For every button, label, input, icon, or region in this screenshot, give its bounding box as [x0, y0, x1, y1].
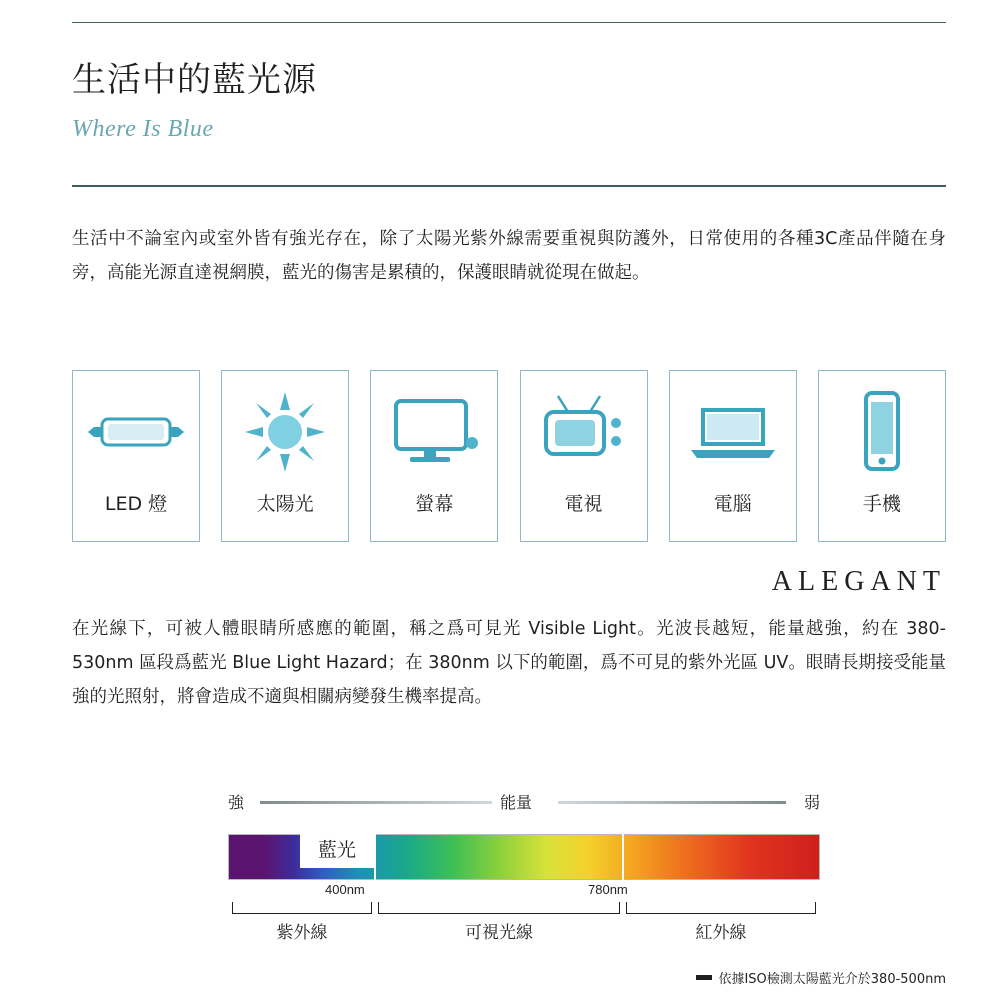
source-card-label: 太陽光 — [256, 493, 314, 515]
source-card-label: LED 燈 — [104, 493, 168, 515]
intro-paragraph: 生活中不論室內或室外皆有強光存在，除了太陽光紫外線需要重視與防護外，日常使用的各種3C產品伴隨在身旁，高能光源直達視網膜，藍光的傷害是累積的，保護眼睛就從現在做起。 — [72, 229, 946, 283]
tick-label-780nm: 780nm — [588, 882, 628, 897]
source-card-label: 電視 — [564, 493, 603, 515]
energy-strong-label: 強 — [228, 793, 245, 812]
spectrum-divider-400 — [374, 834, 376, 880]
brand-wordmark: ALEGANT — [771, 566, 946, 597]
footnote-dash-icon — [696, 975, 712, 980]
band-label-uv: 紫外線 — [276, 923, 328, 943]
tick-label-400nm: 400nm — [325, 882, 365, 897]
page-subtitle: Where Is Blue — [72, 116, 214, 142]
band-label-infrared: 紅外線 — [695, 923, 747, 943]
footnote-text: 依據ISO檢測太陽藍光介於380-500nm — [718, 972, 946, 987]
energy-scale — [228, 790, 820, 814]
blue-light-tag: 藍光 — [300, 828, 374, 868]
visible-light-paragraph: 在光線下，可被人體眼睛所感應的範圍，稱之爲可見光 Visible Light。光波長越短，能量越強，約在 380-530nm 區段爲藍光 Blue Light Hazard；在 380nm 以下的範圍，爲不可見的紫外光區 UV。眼睛長期接受能量強的光照射，將會造成不適與相關病變發生機率提高。 — [72, 619, 946, 707]
laptop-icon — [670, 371, 796, 493]
band-brace-visible — [378, 902, 620, 914]
source-card-label: 手機 — [862, 493, 901, 515]
band-label-visible: 可視光線 — [465, 923, 533, 943]
source-card-monitor — [370, 370, 498, 542]
smartphone-icon — [819, 371, 945, 493]
led-tube-icon — [73, 371, 199, 493]
source-card-phone — [818, 370, 946, 542]
source-card-tv — [520, 370, 648, 542]
source-card-led — [72, 370, 200, 542]
source-card-laptop — [669, 370, 797, 542]
source-card-label: 螢幕 — [415, 493, 454, 515]
energy-label: 能量 — [500, 793, 533, 812]
television-icon — [521, 371, 647, 493]
energy-gradient-right — [558, 801, 786, 804]
band-brace-uv — [232, 902, 372, 914]
energy-weak-label: 弱 — [803, 793, 820, 812]
band-brace-infrared — [626, 902, 816, 914]
source-card-label: 電腦 — [713, 493, 752, 515]
header-divider — [72, 185, 946, 187]
spectrum-diagram — [228, 790, 820, 990]
blue-light-source-list — [72, 370, 946, 542]
top-divider — [72, 22, 946, 23]
sun-icon — [222, 371, 348, 493]
source-card-sun — [221, 370, 349, 542]
monitor-icon — [371, 371, 497, 493]
page-title: 生活中的藍光源 — [72, 60, 317, 100]
energy-gradient-left — [260, 801, 492, 804]
spectrum-footnote — [696, 968, 946, 987]
spectrum-divider-780 — [622, 834, 624, 880]
